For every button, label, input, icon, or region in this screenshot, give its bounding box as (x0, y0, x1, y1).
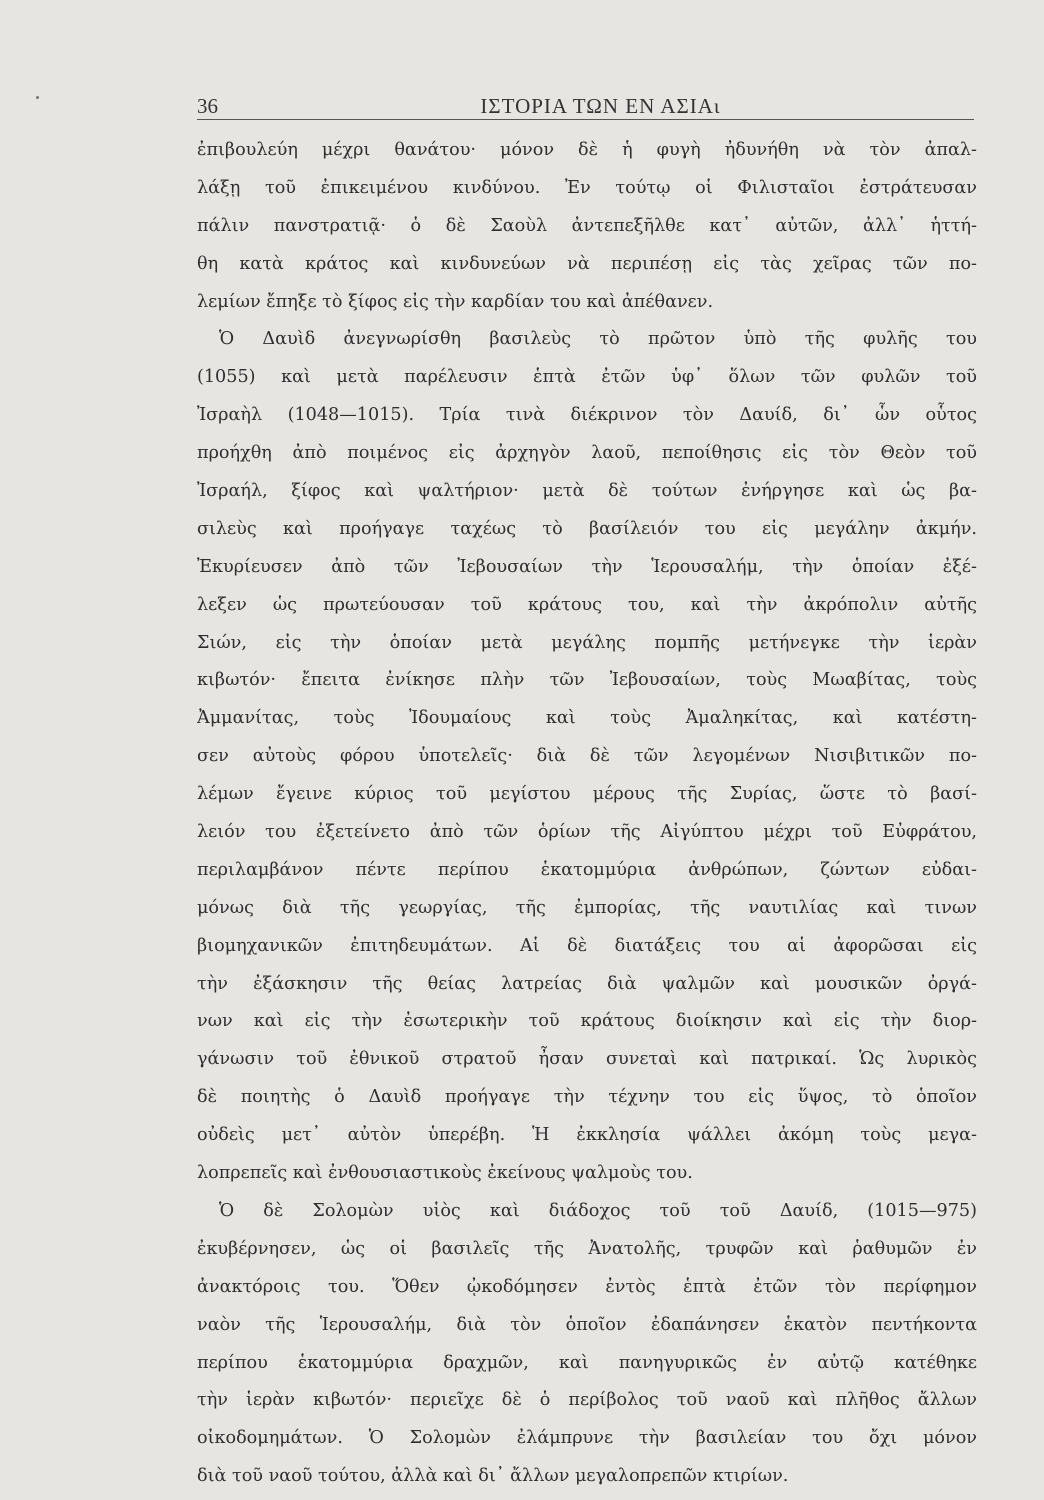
text-line: Ἰσραὴλ (1048—1015). Τρία τινὰ διέκρινον τὸν Δαυίδ, δι᾽ ὧν οὗτος (197, 405, 977, 426)
text-line: (1055) καὶ μετὰ παρέλευσιν ἑπτὰ ἐτῶν ὑφ᾽ ὅλων τῶν φυλῶν τοῦ (197, 367, 977, 388)
running-title: ΙΣΤΟΡΙΑ ΤΩΝ ΕΝ ΑΣΙΑι (480, 94, 721, 118)
text-line: βιομηχανικῶν ἐπιτηδευμάτων. Αἱ δὲ διατάξεις του αἱ ἀφορῶσαι εἰς (197, 935, 977, 956)
text-line: λεμίων ἔπηξε τὸ ξίφος εἰς τὴν καρδίαν του καὶ ἀπέθανεν. (197, 291, 714, 312)
text-line: Ὁ Δαυὶδ ἀνεγνωρίσθη βασιλεὺς τὸ πρῶτον ὑπὸ τῆς φυλῆς του (219, 329, 977, 350)
text-line: Ἰσραήλ, ξίφος καὶ ψαλτήριον· μετὰ δὲ τούτων ἐνήργησε καὶ ὡς βα- (197, 481, 977, 502)
paper-speck (36, 96, 39, 99)
text-line: δὲ ποιητὴς ὁ Δαυὶδ προήγαγε τὴν τέχνην του εἰς ὕψος, τὸ ὁποῖον (197, 1087, 977, 1108)
text-line: τὴν ἐξάσκησιν τῆς θείας λατρείας διὰ ψαλμῶν καὶ μουσικῶν ὀργά- (197, 973, 977, 994)
text-line: νων καὶ εἰς τὴν ἐσωτερικὴν τοῦ κράτους διοίκησιν καὶ εἰς τὴν διορ- (197, 1011, 977, 1032)
text-line: λειόν του ἐξετείνετο ἀπὸ τῶν ὁρίων τῆς Αἰγύπτου μέχρι τοῦ Εὐφράτου, (197, 822, 977, 843)
text-line: ἐκυβέρνησεν, ὡς οἱ βασιλεῖς τῆς Ἀνατολῆς, τρυφῶν καὶ ῥαθυμῶν ἐν (197, 1238, 977, 1259)
text-line: θη κατὰ κράτος καὶ κινδυνεύων νὰ περιπέσῃ εἰς τὰς χεῖρας τῶν πο- (197, 253, 977, 274)
text-line: λέμων ἔγεινε κύριος τοῦ μεγίστου μέρους τῆς Συρίας, ὥστε τὸ βασί- (197, 784, 977, 805)
text-line: περιλαμβάνον πέντε περίπου ἑκατομμύρια ἀνθρώπων, ζώντων εὐδαι- (197, 859, 977, 880)
text-line: σεν αὐτοὺς φόρου ὑποτελεῖς· διὰ δὲ τῶν λεγομένων Νισιβιτικῶν πο- (197, 746, 977, 767)
text-line: οἰκοδομημάτων. Ὁ Σολομὼν ἐλάμπρυνε τὴν βασιλείαν του ὄχι μόνον (197, 1428, 977, 1449)
text-line: ναὸν τῆς Ἱερουσαλήμ, διὰ τὸν ὁποῖον ἐδαπάνησεν ἑκατὸν πεντήκοντα (197, 1314, 977, 1335)
text-line: γάνωσιν τοῦ ἐθνικοῦ στρατοῦ ἦσαν συνεταὶ καὶ πατρικαί. Ὡς λυρικὸς (197, 1049, 977, 1070)
text-line: οὐδεὶς μετ᾽ αὐτὸν ὑπερέβη. Ἡ ἐκκλησία ψάλλει ἀκόμη τοὺς μεγα- (197, 1125, 977, 1146)
text-line: κιβωτόν· ἔπειτα ἐνίκησε πλὴν τῶν Ἰεβουσαίων, τοὺς Μωαβίτας, τοὺς (197, 670, 977, 691)
text-line: σιλεὺς καὶ προήγαγε ταχέως τὸ βασίλειόν του εἰς μεγάλην ἀκμήν. (197, 518, 977, 539)
header-rule (197, 119, 974, 120)
text-line: περίπου ἑκατομμύρια δραχμῶν, καὶ πανηγυρικῶς ἐν αὐτῷ κατέθηκε (197, 1352, 977, 1373)
text-line: Ἐκυρίευσεν ἀπὸ τῶν Ἰεβουσαίων τὴν Ἱερουσαλήμ, τὴν ὁποίαν ἐξέ- (197, 556, 977, 577)
text-line: λάξῃ τοῦ ἐπικειμένου κινδύνου. Ἐν τούτῳ οἱ Φιλισταῖοι ἐστράτευσαν (197, 177, 977, 198)
body-text (197, 132, 977, 1496)
text-line: διὰ τοῦ ναοῦ τούτου, ἀλλὰ καὶ δι᾽ ἄλλων μεγαλοπρεπῶν κτιρίων. (197, 1466, 789, 1487)
text-line: ἐπιβουλεύη μέχρι θανάτου· μόνον δὲ ἡ φυγὴ ἠδυνήθη νὰ τὸν ἀπαλ- (197, 140, 977, 160)
page-number: 36 (197, 94, 218, 118)
text-line: πάλιν πανστρατιᾷ· ὁ δὲ Σαοὺλ ἀντεπεξῆλθε κατ᾽ αὐτῶν, ἀλλ᾽ ἡττή- (197, 215, 977, 236)
text-line: λεξεν ὡς πρωτεύουσαν τοῦ κράτους του, καὶ τὴν ἀκρόπολιν αὐτῆς (197, 594, 977, 615)
text-line: Ἀμμανίτας, τοὺς Ἰδουμαίους καὶ τοὺς Ἀμαληκίτας, καὶ κατέστη- (197, 708, 977, 729)
text-line: ἀνακτόροις του. Ὅθεν ᾠκοδόμησεν ἐντὸς ἑπτὰ ἐτῶν τὸν περίφημον (197, 1276, 977, 1297)
text-line: προήχθη ἀπὸ ποιμένος εἰς ἀρχηγὸν λαοῦ, πεποίθησις εἰς τὸν Θεὸν τοῦ (197, 443, 977, 464)
text-line: Σιών, εἰς τὴν ὁποίαν μετὰ μεγάλης πομπῆς μετήνεγκε τὴν ἱερὰν (197, 632, 977, 653)
text-line: Ὁ δὲ Σολομὼν υἱὸς καὶ διάδοχος τοῦ τοῦ Δαυίδ, (1015—975) (219, 1200, 977, 1221)
text-line: μόνως διὰ τῆς γεωργίας, τῆς ἐμπορίας, τῆς ναυτιλίας καὶ τινων (197, 897, 977, 918)
text-line: τὴν ἱερὰν κιβωτόν· περιεῖχε δὲ ὁ περίβολος τοῦ ναοῦ καὶ πλῆθος ἄλλων (197, 1390, 977, 1411)
text-line: λοπρεπεῖς καὶ ἐνθουσιαστικοὺς ἐκείνους ψαλμοὺς του. (197, 1163, 693, 1184)
